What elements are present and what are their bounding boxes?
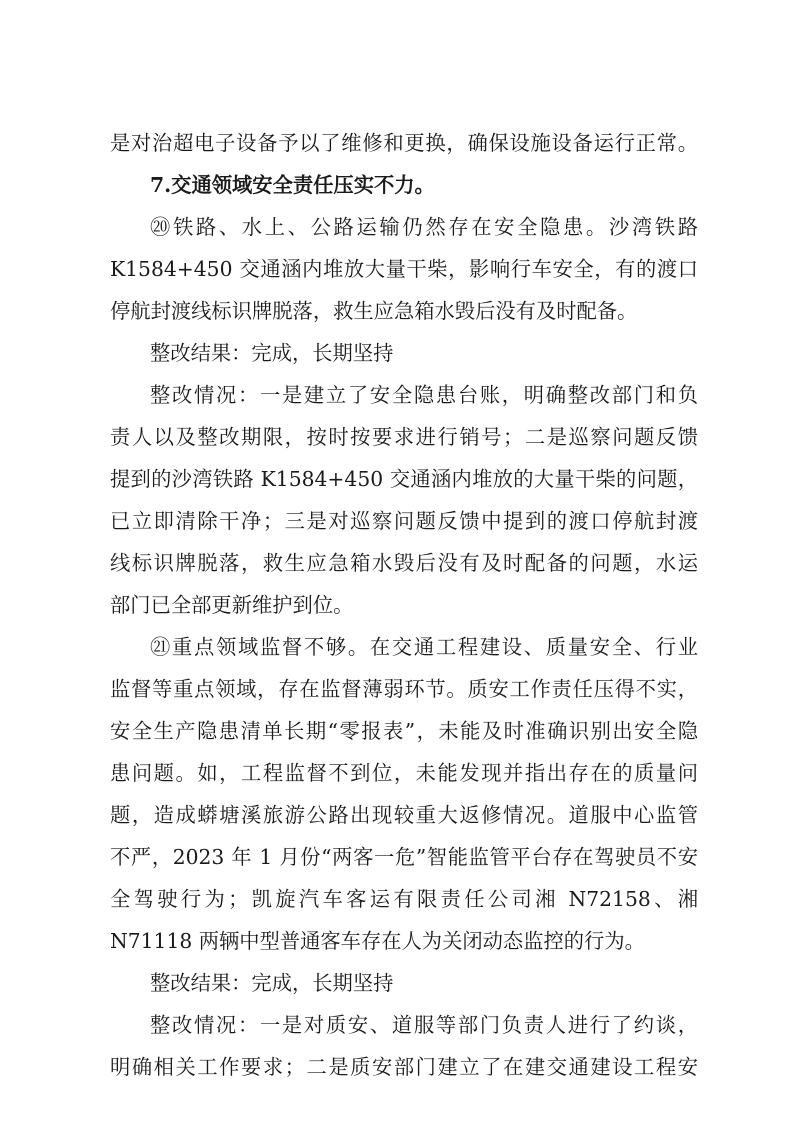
- text-line: 整改情况：一是建立了安全隐患台账，明确整改部门和负: [150, 383, 698, 407]
- text-line: 安全生产隐患清单长期“零报表”，未能及时准确识别出安全隐: [110, 719, 698, 743]
- text-line: 责人以及整改期限，按时按要求进行销号；二是巡察问题反馈: [110, 425, 698, 449]
- text-line: 停航封渡线标识牌脱落，救生应急箱水毁后没有及时配备。: [110, 299, 638, 323]
- text-line: 部门已全部更新维护到位。: [110, 593, 354, 617]
- text-line: 监督等重点领域，存在监督薄弱环节。质安工作责任压得不实，: [110, 677, 698, 701]
- text-line: 明确相关工作要求；二是质安部门建立了在建交通建设工程安: [110, 1055, 698, 1079]
- text-line: 整改结果：完成，长期坚持: [150, 971, 394, 995]
- text-line: 题，造成蟒塘溪旅游公路出现较重大返修情况。道服中心监管: [110, 803, 698, 827]
- text-line: ⑳铁路、水上、公路运输仍然存在安全隐患。沙湾铁路: [150, 215, 698, 239]
- text-line: 整改结果：完成，长期坚持: [150, 341, 394, 365]
- text-line: N71118 两辆中型普通客车存在人为关闭动态监控的行为。: [110, 929, 645, 953]
- text-line: 患问题。如，工程监督不到位，未能发现并指出存在的质量问: [110, 761, 698, 785]
- text-line: ㉑重点领域监督不够。在交通工程建设、质量安全、行业: [150, 635, 698, 659]
- text-line: 线标识牌脱落，救生应急箱水毁后没有及时配备的问题，水运: [110, 551, 698, 575]
- text-line: 提到的沙湾铁路 K1584+450 交通涵内堆放的大量干柴的问题，: [110, 467, 698, 491]
- text-line: 已立即清除干净；三是对巡察问题反馈中提到的渡口停航封渡: [110, 509, 698, 533]
- section-heading: 7.交通领域安全责任压实不力。: [150, 173, 435, 197]
- text-line: 整改情况：一是对质安、道服等部门负责人进行了约谈，: [150, 1013, 698, 1037]
- text-line: 不严，2023 年 1 月份“两客一危”智能监管平台存在驾驶员不安: [110, 845, 698, 869]
- text-line: 全驾驶行为；凯旋汽车客运有限责任公司湘 N72158、湘: [110, 887, 698, 911]
- text-line: 是对治超电子设备予以了维修和更换，确保设施设备运行正常。: [110, 131, 698, 155]
- text-line: K1584+450 交通涵内堆放大量干柴，影响行车安全，有的渡口: [110, 257, 698, 281]
